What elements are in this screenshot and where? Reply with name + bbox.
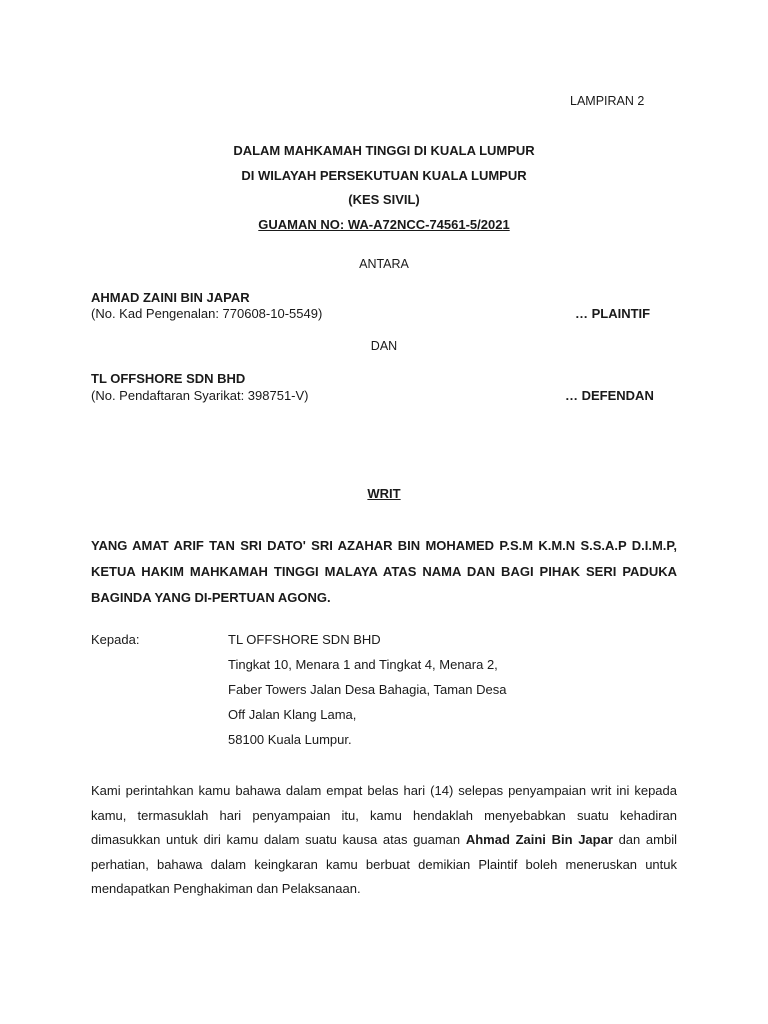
preamble: YANG AMAT ARIF TAN SRI DATO' SRI AZAHAR BIN MOHAMED P.S.M K.M.N S.S.A.P D.I.M.P, KETUA HAKIM MAHKAMAH TINGGI MALAYA ATAS NAMA DAN BAGI PIHAK SERI PADUKA BAGINDA YANG DI-PERTUAN AGONG. xyxy=(91,538,677,605)
address-line: 58100 Kuala Lumpur. xyxy=(228,732,352,747)
plaintiff-name: AHMAD ZAINI BIN JAPAR xyxy=(91,290,250,305)
plaintiff-name-inline: Ahmad Zaini Bin Japar xyxy=(465,832,613,847)
address-line: Tingkat 10, Menara 1 and Tingkat 4, Menara 2, xyxy=(228,657,498,672)
case-number: GUAMAN NO: WA-A72NCC-74561-5/2021 xyxy=(258,217,510,232)
writ-title: WRIT xyxy=(367,486,401,501)
defendant-id: (No. Pendaftaran Syarikat: 398751-V) xyxy=(91,388,309,403)
lampiran-label: LAMPIRAN 2 xyxy=(570,94,645,108)
body-paragraph xyxy=(91,779,677,902)
address-line: Off Jalan Klang Lama, xyxy=(228,707,357,722)
plaintiff-role: … PLAINTIF xyxy=(575,306,651,321)
body-text-2: dan ambil perhatian, bahawa dalam keingkaran kamu berbuat demikian Plaintif boleh meneruskan untuk mendapatkan Penghakiman dan Pelaksanaan. xyxy=(91,832,677,896)
body-text-1: Kami perintahkan kamu bahawa dalam empat belas hari (14) selepas penyampaian writ ini kepada kamu, termasuklah hari penyampaian itu, kamu hendaklah menyebabkan suatu kehadiran dimasukkan untuk diri kamu dalam suatu kausa atas guaman xyxy=(91,783,677,847)
dan-label: DAN xyxy=(370,339,398,353)
antara-label: ANTARA xyxy=(359,257,409,271)
court-line-2: DI WILAYAH PERSEKUTUAN KUALA LUMPUR xyxy=(241,168,527,183)
court-line-3: (KES SIVIL) xyxy=(348,192,420,207)
court-line-1: DALAM MAHKAMAH TINGGI DI KUALA LUMPUR xyxy=(233,143,535,158)
defendant-name: TL OFFSHORE SDN BHD xyxy=(91,371,246,386)
defendant-role: … DEFENDAN xyxy=(565,388,654,403)
address-line: Faber Towers Jalan Desa Bahagia, Taman Desa xyxy=(228,682,507,697)
plaintiff-id: (No. Kad Pengenalan: 770608-10-5549) xyxy=(91,306,323,321)
kepada-label: Kepada: xyxy=(91,632,140,647)
address-line: TL OFFSHORE SDN BHD xyxy=(228,632,381,647)
